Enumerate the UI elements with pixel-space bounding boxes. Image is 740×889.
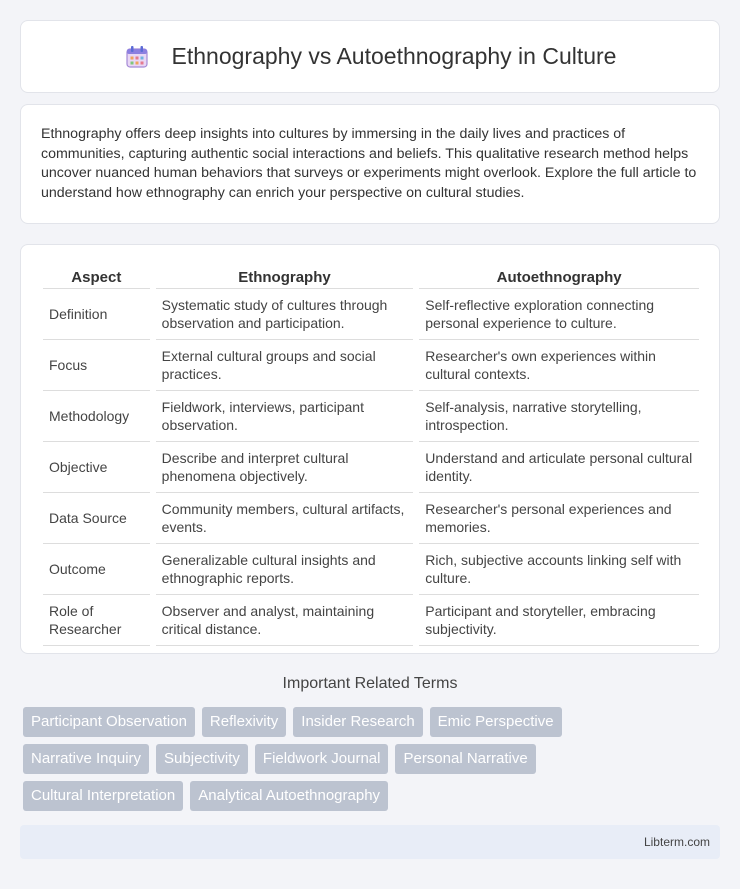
header-ethnography: Ethnography [156,265,414,289]
table-row [43,493,699,544]
related-terms-title: Important Related Terms [282,675,458,692]
autoethnography-cell: Rich, subjective accounts linking self with culture. [419,544,699,595]
intro-text: Ethnography offers deep insights into cultures by immersing in the daily lives and practices of communities, capturing authentic social interactions and beliefs. This qualitative research method helps uncover nuanced human behaviors that surveys or experiments might overlook. Explore the full article to understand how ethnography can enrich your perspective on cultural studies. [41,126,697,201]
aspect-cell: Definition [43,289,150,340]
header-aspect: Aspect [43,265,150,289]
table-row [43,391,699,442]
table-row [43,289,699,340]
comparison-table-card [20,244,720,654]
header-autoethnography: Autoethnography [419,265,699,289]
footer-link[interactable]: Libterm.com [643,835,710,849]
related-term-tag[interactable]: Fieldwork Journal [255,744,389,774]
autoethnography-cell: Self-analysis, narrative storytelling, introspection. [419,391,699,442]
page-title: Ethnography vs Autoethnography in Culture [171,43,617,69]
aspect-cell: Objective [43,442,150,493]
ethnography-cell: Fieldwork, interviews, participant observation. [156,391,414,442]
related-term-tag[interactable]: Personal Narrative [395,744,535,774]
footer [20,825,720,859]
aspect-cell: Outcome [43,544,150,595]
aspect-cell: Data Source [43,493,150,544]
autoethnography-cell: Participant and storyteller, embracing subjectivity. [419,595,699,646]
related-term-tag[interactable]: Cultural Interpretation [23,781,183,811]
ethnography-cell: External cultural groups and social practices. [156,340,414,391]
intro-card [20,104,720,224]
tag-row [23,707,623,737]
aspect-cell: Role of Researcher [43,595,150,646]
table-row [43,442,699,493]
calendar-icon [124,44,150,70]
ethnography-cell: Describe and interpret cultural phenomena objectively. [156,442,414,493]
autoethnography-cell: Understand and articulate personal cultural identity. [419,442,699,493]
table-row [43,544,699,595]
ethnography-cell: Systematic study of cultures through observation and participation. [156,289,414,340]
related-term-tag[interactable]: Analytical Autoethnography [190,781,388,811]
ethnography-cell: Observer and analyst, maintaining critical distance. [156,595,414,646]
header-card [20,20,720,93]
table-row [43,595,699,646]
ethnography-cell: Community members, cultural artifacts, events. [156,493,414,544]
autoethnography-cell: Self-reflective exploration connecting personal experience to culture. [419,289,699,340]
related-term-tag[interactable]: Narrative Inquiry [23,744,149,774]
related-term-tag[interactable]: Insider Research [293,707,422,737]
related-term-tag[interactable]: Reflexivity [202,707,286,737]
ethnography-cell: Generalizable cultural insights and ethnographic reports. [156,544,414,595]
aspect-cell: Focus [43,340,150,391]
aspect-cell: Methodology [43,391,150,442]
tag-row [23,781,623,811]
tag-row [23,744,623,774]
related-term-tag[interactable]: Emic Perspective [430,707,562,737]
autoethnography-cell: Researcher's personal experiences and memories. [419,493,699,544]
comparison-table [43,265,699,646]
table-row [43,340,699,391]
table-header-row [43,265,699,289]
related-terms-list [23,707,623,818]
autoethnography-cell: Researcher's own experiences within cultural contexts. [419,340,699,391]
related-term-tag[interactable]: Participant Observation [23,707,195,737]
related-term-tag[interactable]: Subjectivity [156,744,248,774]
